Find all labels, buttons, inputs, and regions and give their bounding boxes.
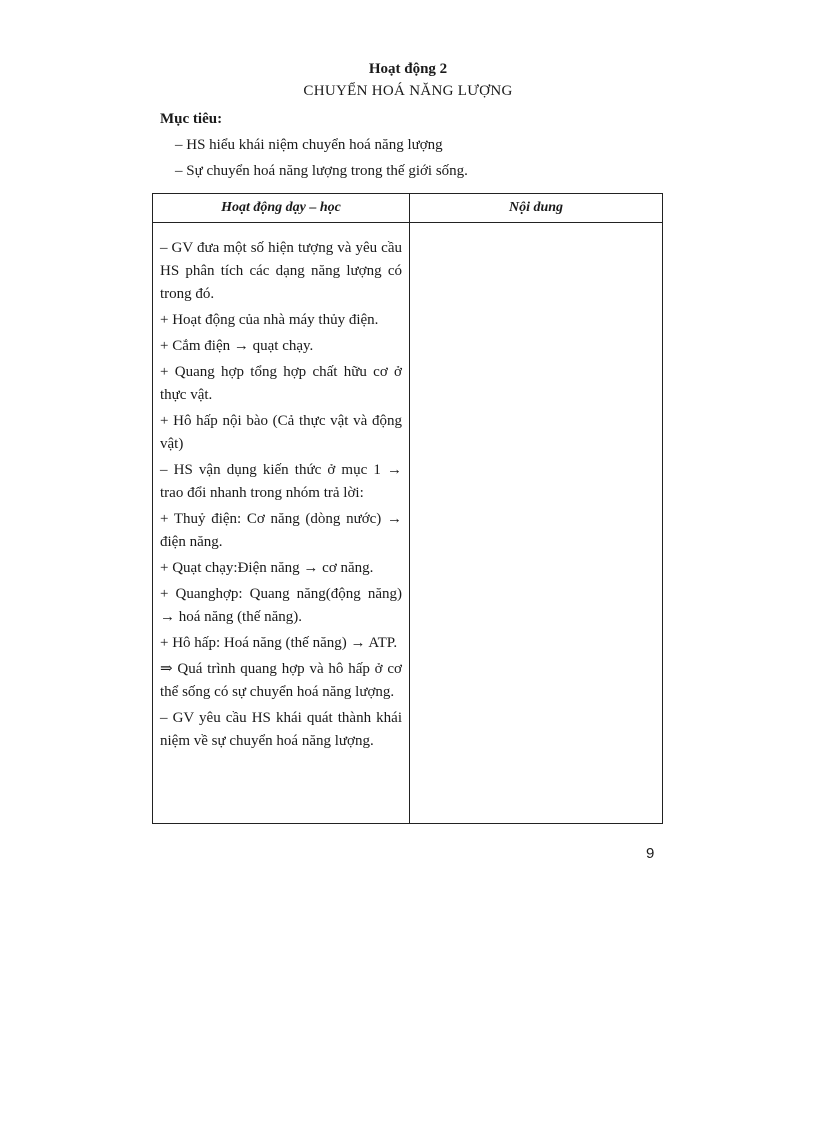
activity-paragraph: – GV yêu cầu HS khái quát thành khái niệm về sự chuyển hoá năng lượng. — [160, 710, 402, 749]
activity-paragraph: + Quanghợp: Quang năng(động năng) → hoá năng (thế năng). — [160, 586, 402, 625]
activity-paragraph: + Hoạt động của nhà máy thủy điện. — [160, 312, 379, 328]
activity-paragraph: + Quạt chạy:Điện năng → cơ năng. — [160, 560, 374, 576]
section-title: CHUYỂN HOÁ NĂNG LƯỢNG — [303, 83, 513, 99]
column-header-activities: Hoạt động dạy – học — [221, 200, 341, 215]
activity-paragraph: + Hô hấp nội bào (Cả thực vật và động vật) — [160, 413, 402, 452]
activity-paragraph: – HS vận dụng kiến thức ở mục 1 → trao đổi nhanh trong nhóm trả lời: — [160, 462, 402, 501]
activity-paragraph: + Thuỷ điện: Cơ năng (dòng nước) → điện năng. — [160, 511, 402, 550]
activity-title: Hoạt động 2 — [368, 61, 448, 77]
objective-item: – Sự chuyển hoá năng lượng trong thế giới sống. — [175, 163, 468, 179]
objectives-label: Mục tiêu: — [160, 111, 223, 127]
activity-paragraph: + Cắm điện → quạt chạy. — [160, 338, 314, 354]
lesson-table — [152, 193, 663, 824]
objective-item: – HS hiểu khái niệm chuyển hoá năng lượng — [175, 137, 443, 153]
content-cell — [410, 223, 662, 823]
activities-cell — [160, 237, 402, 756]
activity-paragraph: + Quang hợp tổng hợp chất hữu cơ ở thực vật. — [160, 364, 402, 403]
activity-paragraph: ⇒ Quá trình quang hợp và hô hấp ở cơ thể sống có sự chuyển hoá năng lượng. — [160, 661, 402, 700]
activity-paragraph: – GV đưa một số hiện tượng và yêu cầu HS phân tích các dạng năng lượng có trong đó. — [160, 240, 402, 302]
column-header-content: Nội dung — [508, 200, 564, 215]
activity-paragraph: + Hô hấp: Hoá năng (thế năng) → ATP. — [160, 635, 398, 651]
page-number: 9 — [646, 845, 655, 862]
